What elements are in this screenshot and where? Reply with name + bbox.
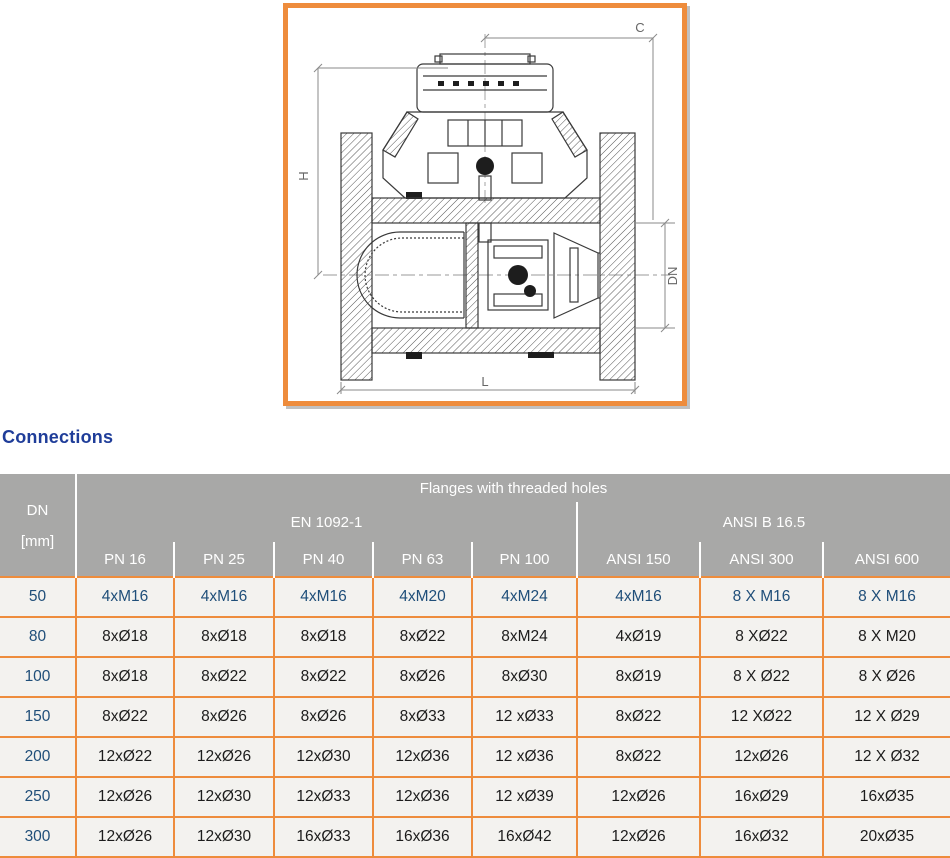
table-cell: 8xØ30 [472, 657, 577, 697]
table-cell: 8xØ26 [373, 657, 472, 697]
col-header-ansi300: ANSI 300 [700, 542, 823, 577]
col-header-pn100: PN 100 [472, 542, 577, 577]
table-cell: 12xØ30 [174, 777, 274, 817]
table-row-dn250 [0, 777, 950, 817]
header-ansi-b165: ANSI B 16.5 [577, 502, 950, 542]
table-cell: 16xØ29 [700, 777, 823, 817]
table-cell: 12xØ30 [174, 817, 274, 857]
dim-label-h: H [296, 171, 311, 181]
table-cell: 8xØ22 [577, 737, 700, 777]
dn-cell: 250 [0, 777, 76, 817]
table-cell: 12 XØ22 [700, 697, 823, 737]
table-cell: 8xM24 [472, 617, 577, 657]
table-cell: 12 X Ø29 [823, 697, 950, 737]
table-row-dn80 [0, 617, 950, 657]
table-row-dn100 [0, 657, 950, 697]
dn-cell: 50 [0, 577, 76, 617]
table-cell: 8xØ18 [76, 617, 174, 657]
table-cell: 8xØ22 [76, 697, 174, 737]
table-cell: 4xM16 [577, 577, 700, 617]
table-cell: 8 X M16 [700, 577, 823, 617]
table-cell: 4xM16 [174, 577, 274, 617]
table-cell: 8 X Ø22 [700, 657, 823, 697]
table-row-dn150 [0, 697, 950, 737]
table-cell: 12xØ26 [76, 817, 174, 857]
table-cell: 20xØ35 [823, 817, 950, 857]
table-cell: 12 xØ33 [472, 697, 577, 737]
table-cell: 12xØ36 [373, 737, 472, 777]
turbine-meter-cross-section [288, 8, 682, 401]
table-cell: 4xM16 [274, 577, 373, 617]
table-cell: 8 X Ø26 [823, 657, 950, 697]
table-cell: 4xM16 [76, 577, 174, 617]
table-cell: 16xØ42 [472, 817, 577, 857]
dim-label-l: L [481, 374, 489, 389]
table-cell: 8xØ22 [577, 697, 700, 737]
col-header-ansi150: ANSI 150 [577, 542, 700, 577]
dn-cell: 300 [0, 817, 76, 857]
table-cell: 12 xØ36 [472, 737, 577, 777]
col-header-pn63: PN 63 [373, 542, 472, 577]
header-dn-mm [0, 474, 76, 577]
section-title-connections: Connections [2, 427, 114, 447]
col-header-pn25: PN 25 [174, 542, 274, 577]
table-cell: 8xØ22 [373, 617, 472, 657]
table-cell: 12xØ36 [373, 777, 472, 817]
connections-table [0, 474, 950, 858]
table-cell: 8xØ18 [274, 617, 373, 657]
table-cell: 12xØ26 [577, 817, 700, 857]
table-cell: 12xØ26 [577, 777, 700, 817]
table-cell: 12xØ26 [174, 737, 274, 777]
table-cell: 12 xØ39 [472, 777, 577, 817]
table-cell: 12xØ26 [76, 777, 174, 817]
table-cell: 8xØ18 [174, 617, 274, 657]
table-cell: 4xØ19 [577, 617, 700, 657]
table-cell: 4xM20 [373, 577, 472, 617]
table-cell: 8xØ26 [174, 697, 274, 737]
dn-cell: 80 [0, 617, 76, 657]
col-header-pn40: PN 40 [274, 542, 373, 577]
table-cell: 12xØ26 [700, 737, 823, 777]
table-cell: 8xØ19 [577, 657, 700, 697]
table-row-dn200 [0, 737, 950, 777]
col-header-ansi600: ANSI 600 [823, 542, 950, 577]
header-en1092: EN 1092-1 [76, 502, 577, 542]
dn-cell: 100 [0, 657, 76, 697]
table-cell: 8xØ22 [174, 657, 274, 697]
table-cell: 8xØ33 [373, 697, 472, 737]
table-cell: 8xØ26 [274, 697, 373, 737]
col-header-pn16: PN 16 [76, 542, 174, 577]
table-cell: 8 XØ22 [700, 617, 823, 657]
table-cell: 16xØ32 [700, 817, 823, 857]
table-cell: 8xØ18 [76, 657, 174, 697]
dn-cell: 150 [0, 697, 76, 737]
dn-cell: 200 [0, 737, 76, 777]
table-cell: 12xØ33 [274, 777, 373, 817]
table-cell: 4xM24 [472, 577, 577, 617]
dim-label-c: C [635, 20, 645, 35]
meter-drawing-frame [283, 3, 687, 406]
header-flanges-group: Flanges with threaded holes [76, 474, 950, 502]
dim-label-dn: DN [665, 266, 680, 286]
table-cell: 12xØ30 [274, 737, 373, 777]
table-row-dn300 [0, 817, 950, 857]
table-cell: 8 X M16 [823, 577, 950, 617]
table-cell: 16xØ35 [823, 777, 950, 817]
table-cell: 12 X Ø32 [823, 737, 950, 777]
table-cell: 16xØ33 [274, 817, 373, 857]
table-cell: 16xØ36 [373, 817, 472, 857]
header-dn: DN [26, 502, 49, 519]
table-cell: 8 X M20 [823, 617, 950, 657]
table-cell: 12xØ22 [76, 737, 174, 777]
table-cell: 8xØ22 [274, 657, 373, 697]
table-row-dn50 [0, 577, 950, 617]
header-mm: [mm] [20, 533, 55, 550]
